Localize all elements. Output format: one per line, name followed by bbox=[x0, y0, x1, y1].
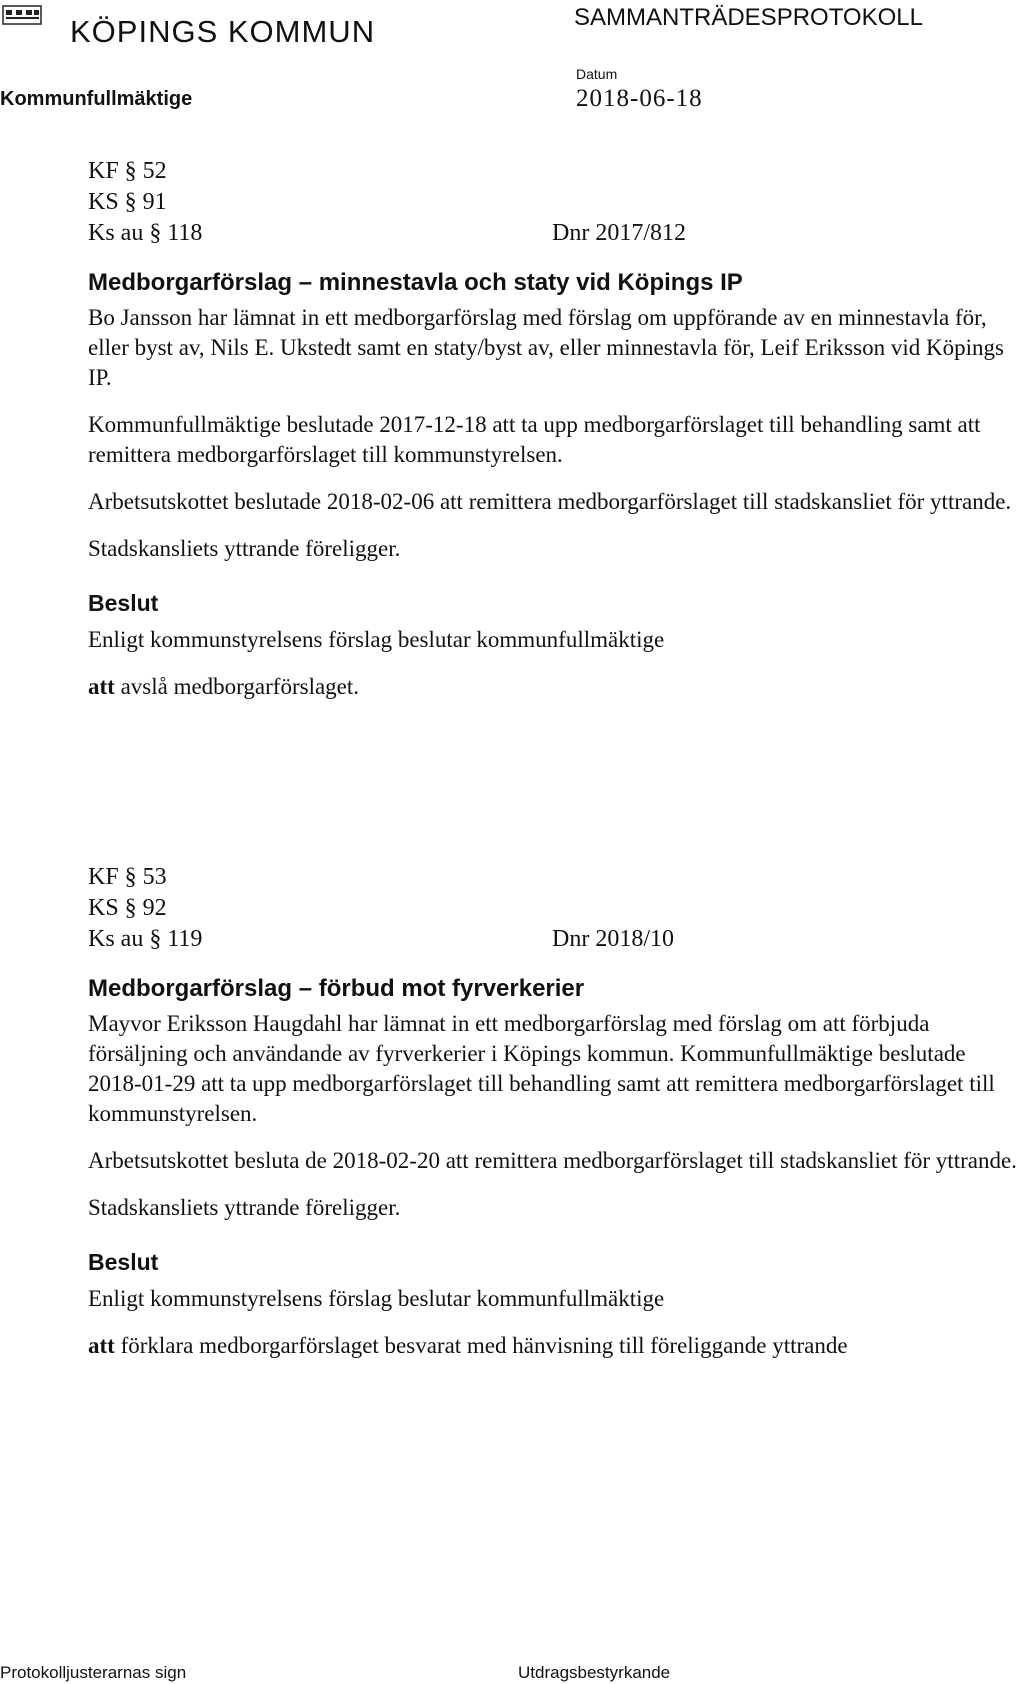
agenda-item-53 bbox=[88, 862, 1018, 1378]
dnr: Dnr 2017/812 bbox=[552, 220, 686, 246]
paragraph: Stadskansliets yttrande föreligger. bbox=[88, 536, 401, 561]
date-value: 2018-06-18 bbox=[576, 85, 703, 112]
footer-signature-label: Protokolljusterarnas sign bbox=[0, 1663, 187, 1682]
paragraph: Arbetsutskottet beslutade 2018-02-06 att remittera medborgarförslaget till stadskansliet för yttrande. bbox=[88, 489, 1012, 514]
item-title: Medborgarförslag – minnestavla och staty vid Köpings IP bbox=[88, 269, 743, 296]
organization-name: KÖPINGS KOMMUN bbox=[70, 14, 376, 49]
decision-text: avslå medborgarförslaget. bbox=[114, 674, 360, 699]
paragraph: Kommunfullmäktige beslutade 2017-12-18 att ta upp medborgarförslaget till behandling samt att remittera medborgarförslaget till kommunstyrelsen. bbox=[88, 412, 981, 467]
paragraph: Arbetsutskottet besluta de 2018-02-20 att remittera medborgarförslaget till stadskansliet för yttrande. bbox=[88, 1148, 1017, 1173]
decision-statement bbox=[88, 672, 1018, 702]
reference-list bbox=[88, 862, 1018, 955]
ref-ks: KS § 92 bbox=[88, 895, 167, 921]
ref-ksau: Ks au § 118 bbox=[88, 220, 203, 246]
ref-kf: KF § 53 bbox=[88, 864, 167, 890]
decision-att: att bbox=[88, 674, 115, 699]
footer-certification-label: Utdragsbestyrkande bbox=[518, 1663, 671, 1682]
item-title: Medborgarförslag – förbud mot fyrverkerier bbox=[88, 975, 585, 1002]
board-name: Kommunfullmäktige bbox=[0, 88, 193, 110]
ref-ks: KS § 91 bbox=[88, 189, 167, 215]
decision-heading: Beslut bbox=[88, 590, 159, 616]
ref-kf: KF § 52 bbox=[88, 158, 167, 184]
decision-intro: Enligt kommunstyrelsens förslag beslutar kommunfullmäktige bbox=[88, 1286, 665, 1311]
document-type: SAMMANTRÄDESPROTOKOLL bbox=[574, 4, 923, 31]
ref-ksau: Ks au § 119 bbox=[88, 926, 203, 952]
municipal-crest-icon bbox=[2, 4, 42, 26]
decision-att: att bbox=[88, 1333, 115, 1358]
reference-list bbox=[88, 156, 1018, 249]
decision-intro: Enligt kommunstyrelsens förslag beslutar kommunfullmäktige bbox=[88, 627, 665, 652]
decision-text: förklara medborgarförslaget besvarat med hänvisning till föreliggande yttrande bbox=[114, 1333, 848, 1358]
dnr: Dnr 2018/10 bbox=[552, 926, 674, 952]
decision-heading: Beslut bbox=[88, 1249, 159, 1275]
paragraph: Mayvor Eriksson Haugdahl har lämnat in ett medborgarförslag med förslag om att förbjuda försäljning och användande av fyrverkerier i Köpings kommun. Kommunfullmäktige beslutade 2018-01-29 att ta upp medborgarförslaget till behandling samt att remittera medborgarförslaget till kommunstyrelsen. bbox=[88, 1011, 995, 1126]
date-label: Datum bbox=[576, 66, 618, 82]
paragraph: Bo Jansson har lämnat in ett medborgarförslag med förslag om uppförande av en minnestavla för, eller byst av, Nils E. Ukstedt samt en staty/byst av, eller minnestavla för, Leif Eriksson vid Köpings IP. bbox=[88, 305, 1004, 390]
decision-statement bbox=[88, 1331, 1018, 1361]
paragraph: Stadskansliets yttrande föreligger. bbox=[88, 1195, 401, 1220]
agenda-item-52 bbox=[88, 156, 1018, 719]
